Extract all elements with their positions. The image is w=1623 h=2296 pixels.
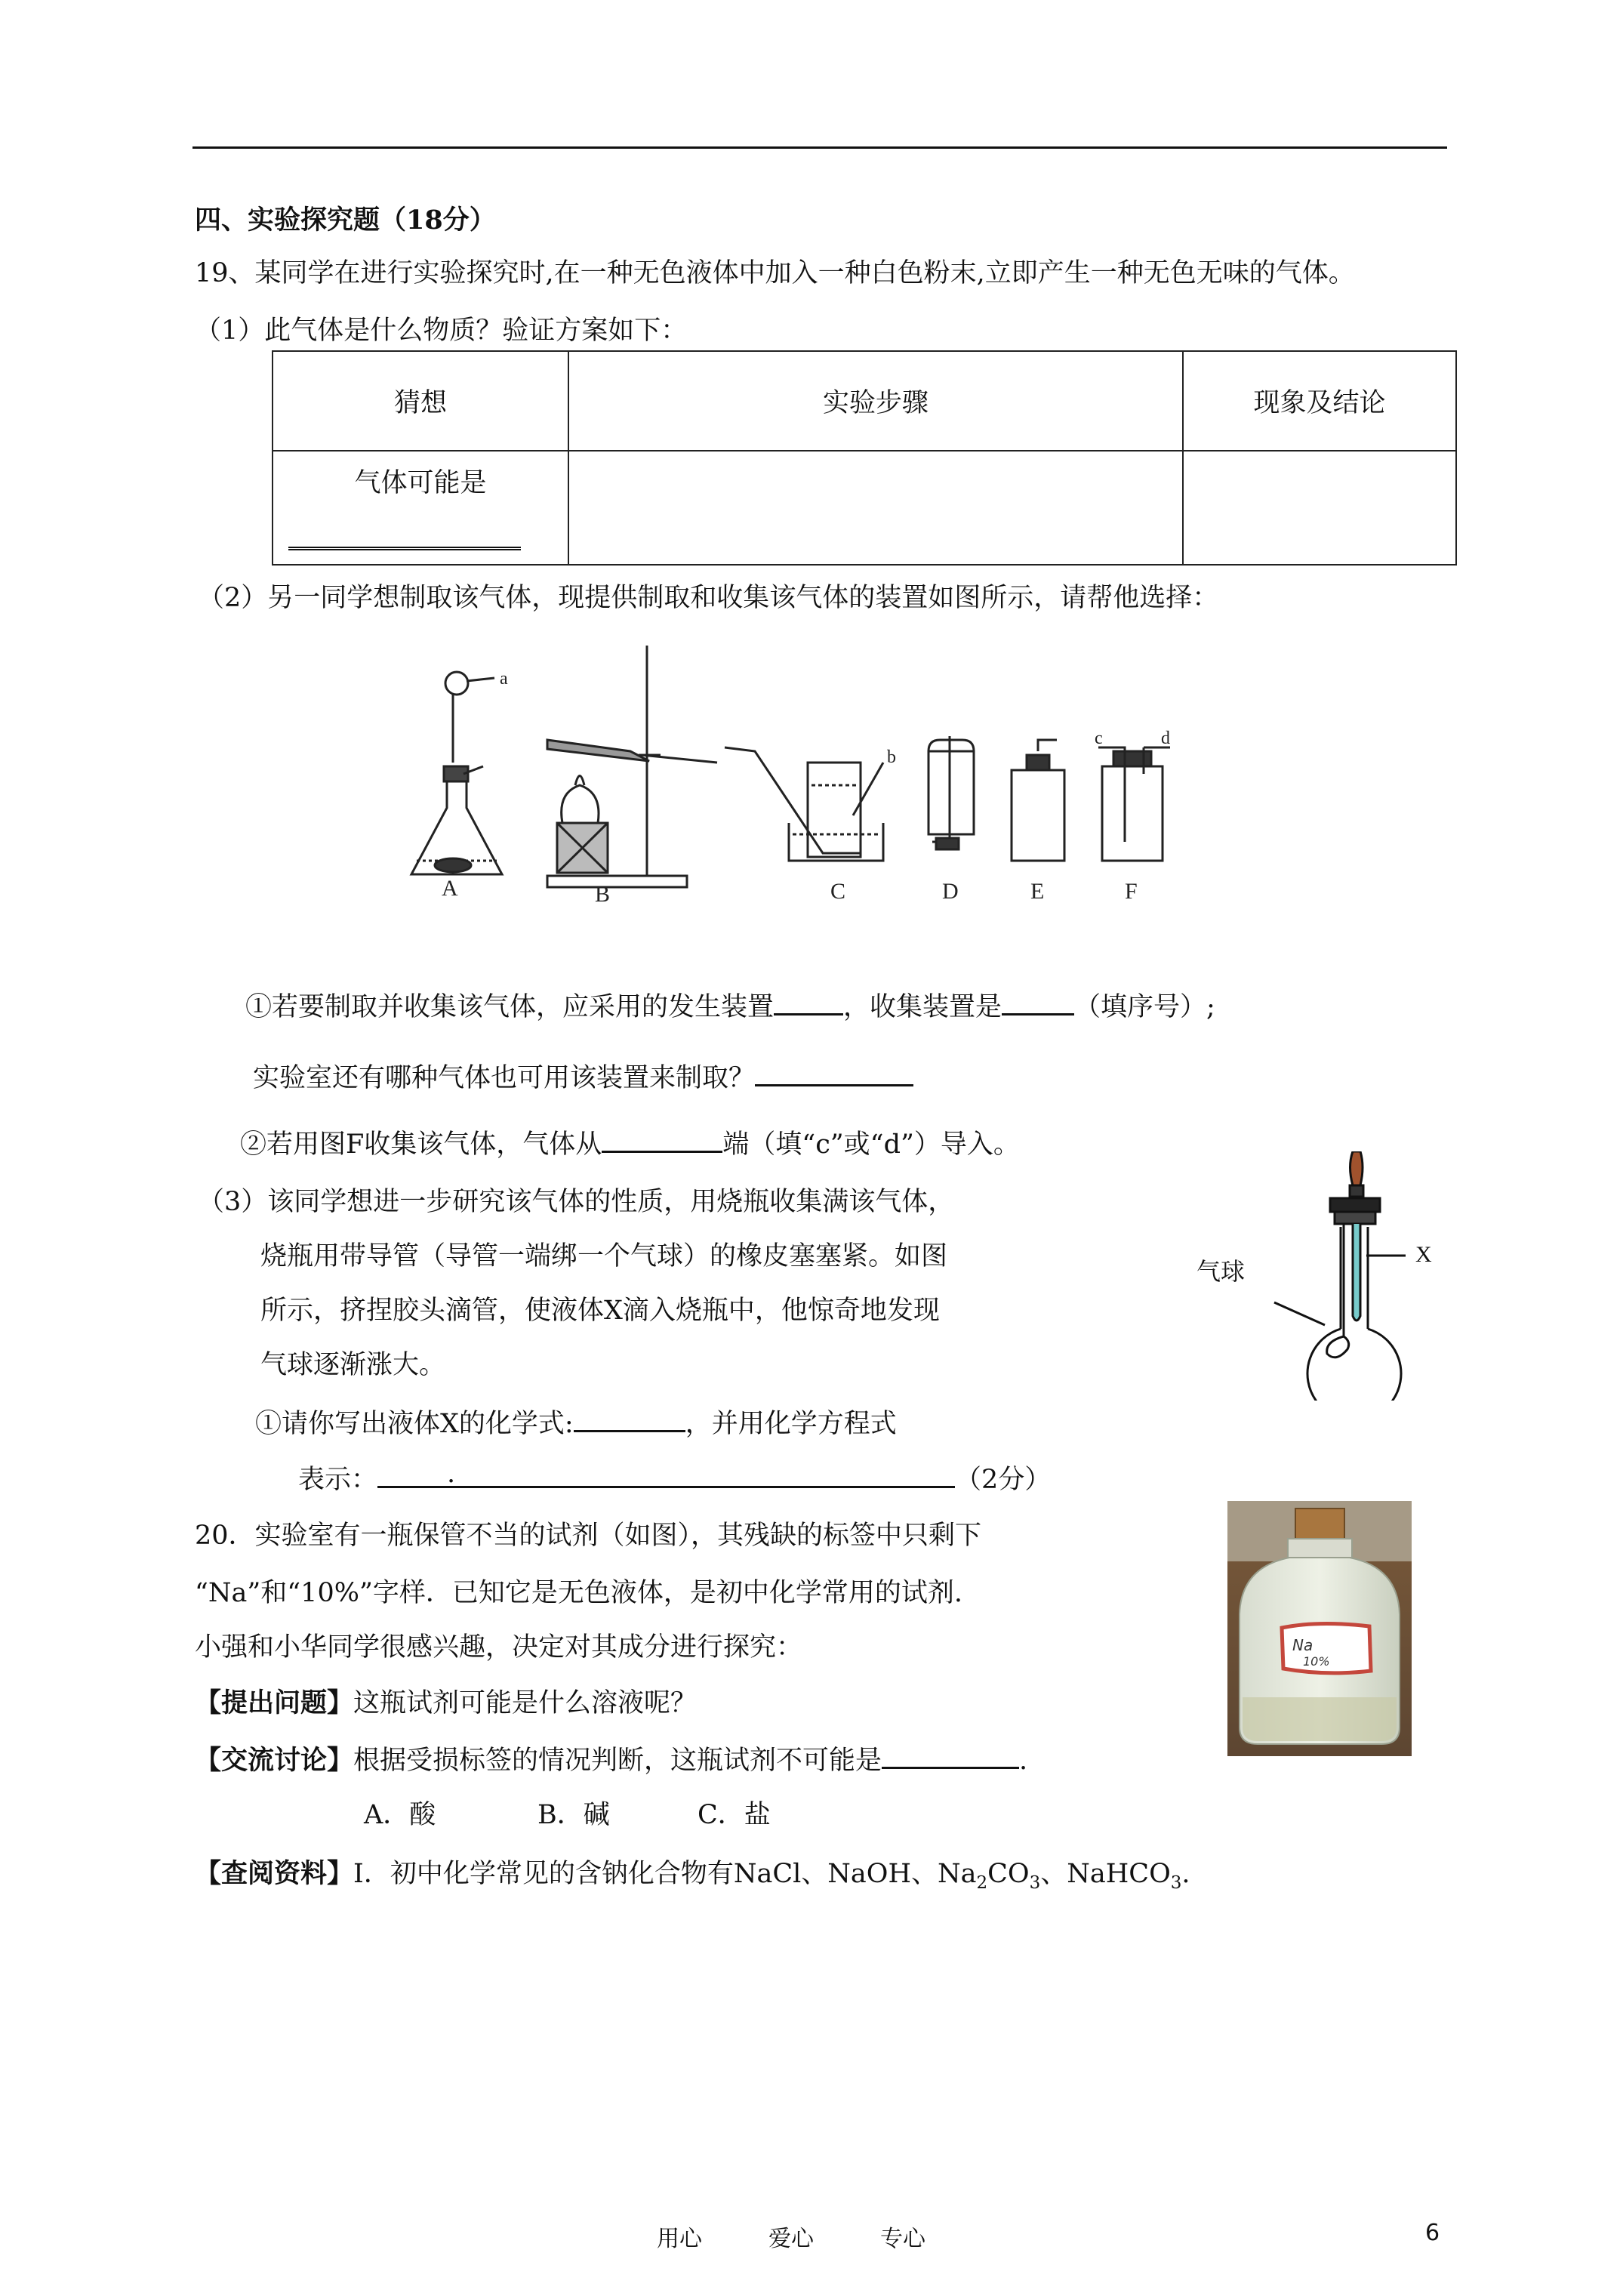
table-header-guess: 猜想 [273,351,568,451]
footer-left: 用心 [657,2226,702,2252]
p3-line-4: 气球逐渐涨大。 [260,1350,446,1380]
q19-sub1-line2 [253,1060,913,1095]
sub1-text-a: ①若要制取并收集该气体，应采用的发生装置 [245,992,775,1022]
label-d: D [942,879,959,904]
section-title: 四、实验探究题（18分） [195,205,496,236]
table-header-result: 现象及结论 [1183,351,1456,451]
answer-blank-equation[interactable] [377,1459,955,1489]
option-a[interactable]: A．酸 [364,1800,436,1830]
option-b[interactable]: B．碱 [537,1800,610,1830]
p3-q1-text-a: ①请你写出液体X的化学式: [255,1409,574,1439]
p3-line-3: 所示，挤捏胶头滴管，使液体X滴入烧瓶中，他惊奇地发现 [260,1296,940,1326]
p3-q1-text-b: ，并用化学方程式 [685,1409,897,1439]
q20-question [195,1687,697,1720]
header-rule [192,146,1447,149]
q20-discuss [195,1743,1027,1777]
question-text: 这瓶试剂可能是什么溶液呢？ [353,1688,698,1718]
sub2-text-b: 端（填“c”或“d”）导入。 [722,1130,1020,1160]
guess-blank [288,547,521,550]
apparatus-c [725,747,883,861]
option-c[interactable]: C．盐 [698,1800,771,1830]
bottle-label-na: Na [1292,1636,1313,1654]
reference-sub-1: 2 [976,1873,988,1893]
apparatus-e [1012,740,1064,861]
verification-table [272,350,1457,566]
label-c: C [830,879,846,904]
mark-d: d [1161,729,1170,748]
p3-line-1: （3）该同学想进一步研究该气体的性质，用烧瓶收集满该气体， [198,1187,955,1217]
reference-label: 【查阅资料】 [195,1858,354,1889]
guess-text: 气体可能是 [354,468,487,498]
discuss-text: 根据受损标签的情况判断，这瓶试剂不可能是 [353,1746,882,1776]
discuss-label: 【交流讨论】 [195,1745,354,1776]
p3-line-2: 烧瓶用带导管（导管一端绑一个气球）的橡皮塞塞紧。如图 [260,1241,948,1271]
table-header-steps: 实验步骤 [568,351,1183,451]
q19-part2-intro: （2）另一同学想制取该气体，现提供制取和收集该气体的装置如图所示，请帮他选择： [198,583,1219,613]
discuss-end: . [1019,1746,1028,1776]
table-cell-result [1183,451,1456,565]
label-balloon: 气球 [1196,1257,1246,1286]
reagent-bottle-photo [1227,1501,1412,1756]
apparatus-figure [400,634,1200,906]
p3-q1-line2 [298,1459,1052,1496]
p3-q1-line1 [255,1406,897,1441]
answer-blank-port[interactable] [602,1126,722,1153]
apparatus-b [547,646,717,887]
bottle-label [1282,1623,1371,1672]
label-a: A [442,876,458,901]
answer-blank-collector[interactable] [1002,989,1074,1015]
reference-text-3: 、NaHCO [1040,1859,1171,1889]
reference-text-2: CO [987,1859,1030,1889]
label-e: E [1030,879,1045,904]
q19-part1-intro: （1）此气体是什么物质？验证方案如下： [195,316,688,346]
sub1-line2-text: 实验室还有哪种气体也可用该装置来制取？ [253,1063,756,1093]
apparatus-d [929,736,974,849]
table-cell-steps [568,451,1183,565]
mark-a: a [500,669,508,689]
mark-b: b [887,747,896,767]
sub1-text-c: （填序号）; [1074,992,1215,1022]
reference-sub-2: 3 [1029,1873,1041,1893]
q20-line-2: “Na”和“10%”字样．已知它是无色液体，是初中化学常用的试剂. [195,1578,962,1608]
answer-blank-generator[interactable] [774,989,843,1015]
q19-sub2 [240,1126,1020,1161]
label-f: F [1125,879,1138,904]
q19-sub1-line1 [245,989,1215,1024]
q20-line-3: 小强和小华同学很感兴趣，决定对其成分进行探究： [195,1632,803,1663]
reference-text-4: . [1181,1859,1190,1889]
label-x: X [1415,1242,1432,1267]
reference-text-1: Ⅰ．初中化学常见的含钠化合物有NaCl、NaOH、Na [353,1859,977,1889]
sub1-text-b: ，收集装置是 [843,992,1002,1022]
question-label: 【提出问题】 [195,1687,354,1718]
answer-blank-formula[interactable] [574,1406,685,1432]
mark-c: c [1095,729,1103,748]
answer-blank-other-gas[interactable] [755,1060,913,1086]
q20-line-1: 20．实验室有一瓶保管不当的试剂（如图），其残缺的标签中只剩下 [195,1521,982,1551]
sub2-text-a: ②若用图F收集该气体，气体从 [240,1130,602,1160]
label-b: B [595,882,611,906]
table-cell-guess [273,451,568,565]
bottle-label-percent: 10% [1303,1654,1330,1669]
footer-right: 专心 [880,2226,925,2252]
equation-dot: . [447,1459,456,1489]
p3-q1-label: 表示： [298,1465,378,1495]
q19-stem: 19、某同学在进行实验探究时,在一种无色液体中加入一种白色粉末,立即产生一种无色无味的气体。 [195,258,1355,288]
balloon-flask-figure [1193,1151,1464,1401]
page-number: 6 [1425,2220,1440,2246]
reference-sub-3: 3 [1170,1873,1182,1893]
p3-score: （2分） [955,1465,1052,1495]
answer-blank-reagent[interactable] [882,1743,1019,1769]
q20-reference [195,1857,1190,1900]
apparatus-a [411,672,502,874]
apparatus-f [1098,747,1170,861]
footer-mid: 爱心 [768,2226,814,2252]
